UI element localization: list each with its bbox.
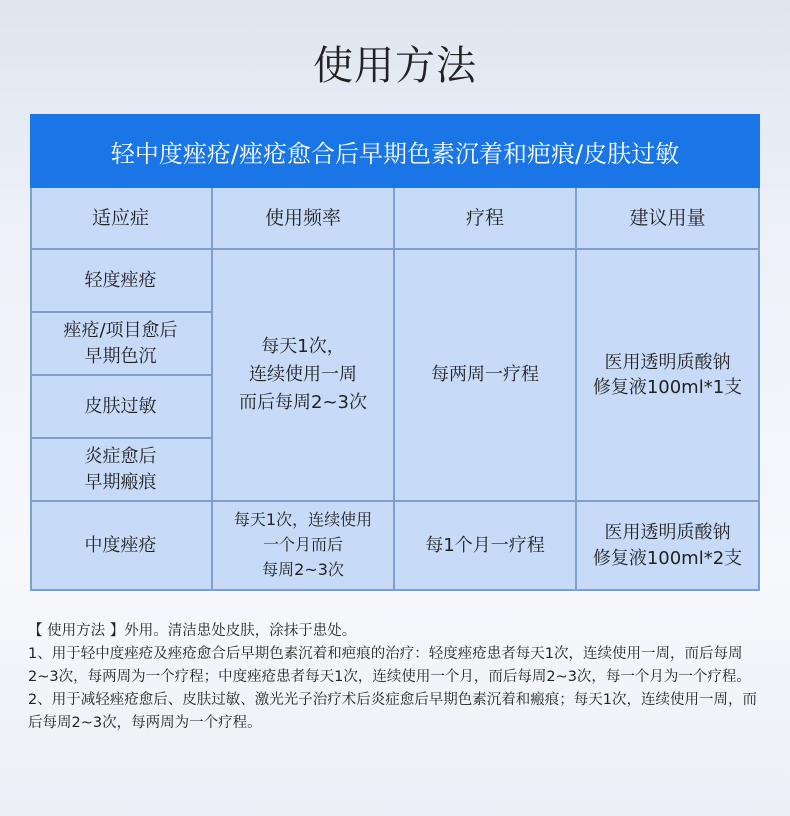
indication-mild-acne: 轻度痤疮 — [30, 250, 213, 313]
page-title: 使用方法 — [313, 43, 477, 89]
indication-post-inflammation-scar: 炎症愈后 早期瘢痕 — [30, 439, 213, 502]
indication-skin-allergy: 皮肤过敏 — [30, 376, 213, 439]
notes-line-3: 2、用于减轻痤疮愈后、皮肤过敏、激光光子治疗术后炎症愈后早期色素沉着和瘢痕；每天1次，连续使用一周，而后每周2~3次，每两周为一个疗程。 — [28, 692, 757, 731]
header-frequency: 使用频率 — [213, 188, 395, 250]
notes-line-1: 【 使用方法 】外用。清洁患处皮肤，涂抹于患处。 — [28, 623, 357, 639]
course-group2: 每1个月一疗程 — [395, 502, 577, 591]
header-dosage: 建议用量 — [577, 188, 760, 250]
indication-moderate-acne: 中度痤疮 — [30, 502, 213, 591]
notes-line-2: 1、用于轻中度痤疮及痤疮愈合后早期色素沉着和疤痕的治疗：轻度痤疮患者每天1次，连续使用一周，而后每周2~3次，每两周为一个疗程；中度痤疮患者每天1次，连续使用一个月，而后每周2~3次，每一个月为一个疗程。 — [28, 646, 751, 685]
frequency-group1: 每天1次， 连续使用一周 而后每周2~3次 — [213, 250, 395, 502]
table-banner: 轻中度痤疮/痤疮愈合后早期色素沉着和疤痕/皮肤过敏 — [30, 114, 760, 188]
course-group1: 每两周一疗程 — [395, 250, 577, 502]
indication-post-acne-pigment: 痤疮/项目愈后 早期色沉 — [30, 313, 213, 376]
usage-notes — [28, 620, 768, 735]
table-grid — [30, 188, 760, 591]
header-indication: 适应症 — [30, 188, 213, 250]
dosage-group1: 医用透明质酸钠 修复液100ml*1支 — [577, 250, 760, 502]
frequency-group2: 每天1次，连续使用 一个月而后 每周2~3次 — [213, 502, 395, 591]
dosage-group2: 医用透明质酸钠 修复液100ml*2支 — [577, 502, 760, 591]
header-course: 疗程 — [395, 188, 577, 250]
usage-table — [30, 114, 760, 591]
